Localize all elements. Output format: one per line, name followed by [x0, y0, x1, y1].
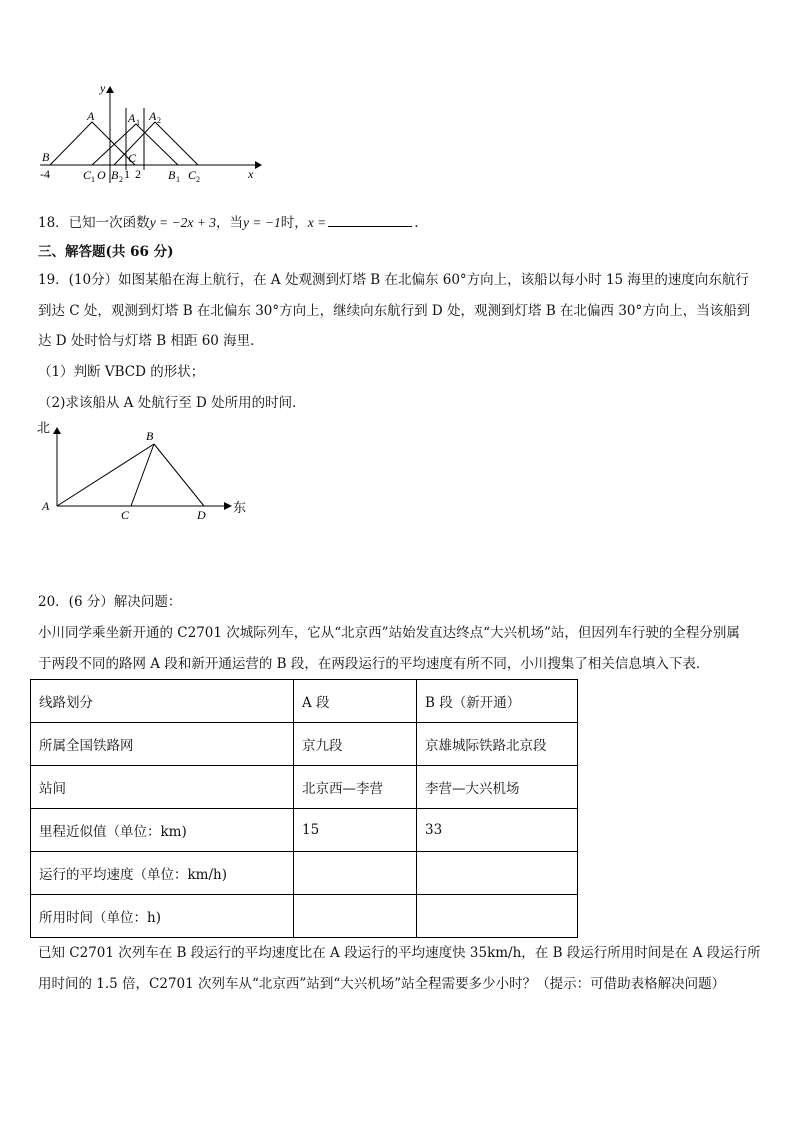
q18-condition: y = −1 [243, 215, 281, 230]
route-info-table [30, 679, 578, 938]
table-cell: 京九段 [294, 723, 417, 766]
label-D: D [197, 508, 206, 522]
table-cell: 所用时间（单位：h) [31, 895, 294, 938]
y-axis-arrow [106, 86, 114, 93]
table-row [31, 723, 578, 766]
label-C1: C [83, 168, 92, 182]
label-A1-sub: 1 [136, 118, 140, 127]
label-C1-sub: 1 [91, 175, 95, 184]
table-cell: 李营—大兴机场 [417, 766, 578, 809]
table-cell: 15 [294, 809, 417, 852]
x-axis-arrow [255, 161, 262, 169]
label-B2-sub: 2 [119, 175, 123, 184]
q19-sub1: （1）判断 VBCD 的形状； [38, 364, 205, 380]
table-cell [417, 895, 578, 938]
label-x: x [248, 167, 254, 181]
label-east: 东 [233, 500, 247, 515]
coordinate-figure [30, 78, 270, 188]
label-C: C [128, 151, 137, 165]
label-C: C [121, 508, 130, 522]
table-row [31, 895, 578, 938]
label-y: y [100, 81, 106, 95]
question-18 [38, 214, 419, 231]
label-C2-sub: 2 [196, 175, 200, 184]
label-B: B [42, 150, 50, 164]
table-cell [294, 895, 417, 938]
label-north: 北 [37, 420, 51, 435]
table-cell: 站间 [31, 766, 294, 809]
q18-mid: ，当 [216, 215, 244, 231]
label-A1: A [128, 111, 136, 125]
table-cell: 33 [417, 809, 578, 852]
table-cell: 里程近似值（单位：km) [31, 809, 294, 852]
q18-mid2: 时， [280, 215, 308, 231]
table-row [31, 809, 578, 852]
table-cell: 线路划分 [31, 680, 294, 723]
label-neg4: -4 [40, 167, 50, 181]
table-cell: 京雄城际铁路北京段 [417, 723, 578, 766]
label-A: A [42, 499, 50, 513]
east-arrow [224, 502, 232, 510]
label-B2: B [111, 168, 119, 182]
q20-after-line1: 已知 C2701 次列车在 B 段运行的平均速度比在 A 段运行的平均速度快 35km/h，在 B 段运行所用时间是在 A 段运行所 [38, 945, 761, 961]
q20-heading: 20．(6 分）解决问题： [38, 594, 182, 610]
navigation-figure [34, 418, 264, 526]
label-B1-sub: 1 [176, 175, 180, 184]
answer-blank [328, 214, 412, 227]
q19-line3: 达 D 处时恰与灯塔 B 相距 60 海里． [38, 333, 264, 349]
line-cb [131, 444, 154, 506]
table-cell: 所属全国铁路网 [31, 723, 294, 766]
q20-line2: 于两段不同的路网 A 段和新开通运营的 B 段，在两段运行的平均速度有所不同，小川搜集了相关信息填入下表． [38, 656, 710, 672]
label-A2: A [149, 109, 157, 123]
q18-suffix: . [414, 215, 419, 231]
q20-after-line2: 用时间的 1.5 倍，C2701 次列车从“北京西”站到“大兴机场”站全程需要多少小时？（提示：可借助表格解决问题） [38, 976, 726, 992]
label-A2-sub: 2 [157, 116, 161, 125]
section-heading: 三、解答题(共 66 分) [38, 244, 174, 260]
q19-sub2: （2)求该船从 A 处航行至 D 处所用的时间． [38, 395, 306, 411]
north-arrow [53, 427, 61, 434]
label-O: O [97, 168, 106, 182]
table-row [31, 680, 578, 723]
q19-line1: 19．(10分）如图某船在海上航行，在 A 处观测到灯塔 B 在北偏东 60°方向上，该船以每小时 15 海里的速度向东航行 [38, 272, 749, 288]
label-A: A [87, 109, 95, 123]
table-cell: 北京西—李营 [294, 766, 417, 809]
table-cell: 运行的平均速度（单位：km/h) [31, 852, 294, 895]
label-B: B [146, 429, 154, 443]
q20-line1: 小川同学乘坐新开通的 C2701 次城际列车，它从“北京西”站始发直达终点“大兴机场”站，但因列车行驶的全程分别属 [38, 625, 740, 641]
q19-line2: 到达 C 处，观测到灯塔 B 在北偏东 30°方向上，继续向东航行到 D 处，观测到灯塔 B 在北偏西 30°方向上，当该船到 [38, 303, 751, 319]
table-cell: B 段（新开通） [417, 680, 578, 723]
line-bd [154, 444, 204, 506]
label-C2: C [188, 168, 197, 182]
table-cell [417, 852, 578, 895]
q18-function: y = −2x + 3 [149, 215, 217, 230]
table-row [31, 766, 578, 809]
table-cell [294, 852, 417, 895]
triangle-abc [50, 122, 135, 165]
q18-prefix: 18．已知一次函数 [38, 215, 150, 231]
table-row [31, 852, 578, 895]
label-2: 2 [135, 167, 141, 181]
table-cell: A 段 [294, 680, 417, 723]
label-1: 1 [124, 167, 130, 181]
q18-variable: x = [307, 215, 327, 230]
label-B1: B [168, 168, 176, 182]
line-ab [57, 444, 154, 506]
